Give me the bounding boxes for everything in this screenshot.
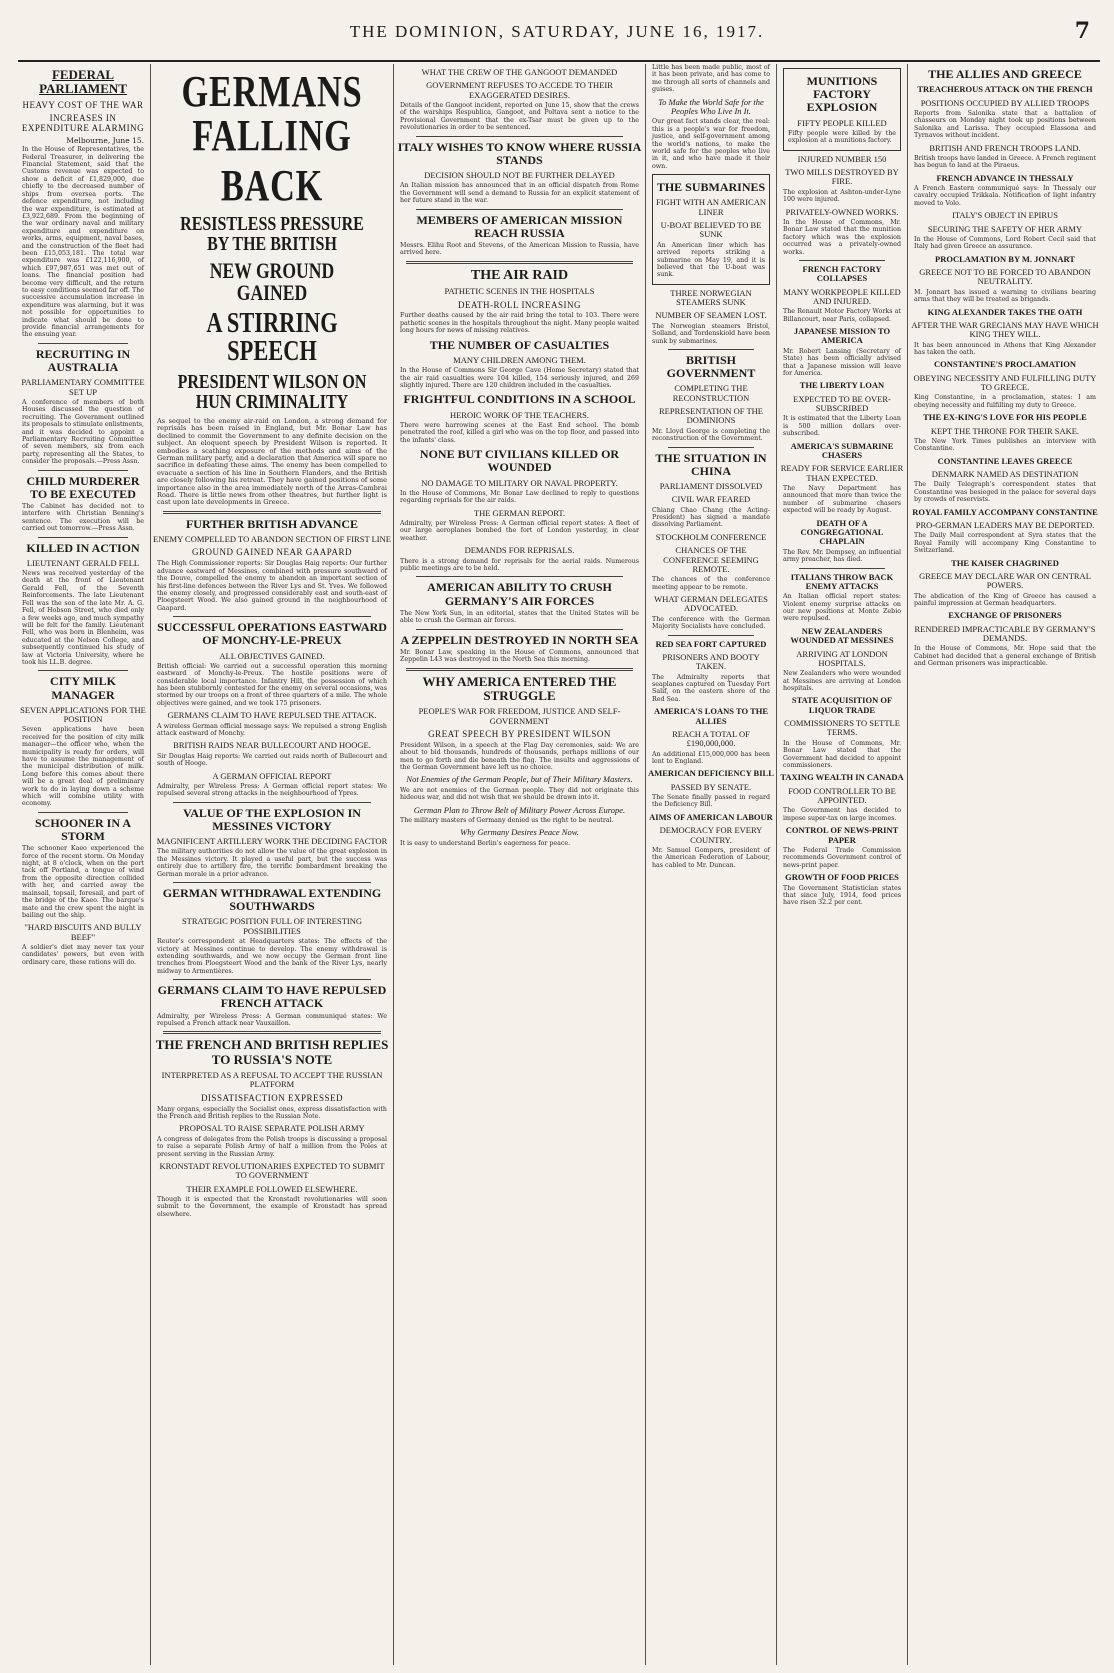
subheadline: GERMANS CLAIM TO HAVE REPULSED THE ATTACK. [167,710,377,721]
separator [799,260,885,261]
column-6 [910,64,1100,1665]
masthead-rule [18,60,1100,62]
subheadline: "HARD BISCUITS AND BULLY BEEF" [24,922,142,942]
subheadline: Not Enemies of the German People, but of Their Military Masters. [406,774,633,785]
headline: BRITISH GOVERNMENT [666,353,756,381]
subheadline: TREACHEROUS ATTACK ON THE FRENCH [917,84,1093,95]
subheadline: KING ALEXANDER TAKES THE OATH [927,306,1083,317]
article-body: The Daily Telegraph's correspondent states that Constantine was besieged in the palace for several days by crowds of reservists. [914,481,1096,504]
subheadline: FIGHT WITH AN AMERICAN LINER [656,197,766,217]
article-body: British troops have landed in Greece. A French regiment has begun to land at the Piraeus. [914,154,1096,170]
column-5 [779,64,905,1665]
article-body: King Constantine, in a proclamation, states: I am obeying necessity and fulfilling my duty to Greece. [914,394,1096,409]
headline: FURTHER BRITISH ADVANCE [185,516,359,531]
headline: KILLED IN ACTION [26,540,140,555]
article-body: The Admiralty reports that seaplanes captured on Tuesday Fort Salif, on the eastern shore of the Red Sea. [652,673,770,703]
subheadline: COMMISSIONERS TO SETTLE TERMS. [784,718,900,738]
article-body: Fifty people were killed by the explosion at a munitions factory. [788,129,896,145]
article-body: In the House of Commons, Mr. Bonar Law stated that the munition factory which was the explosion occurred was a privately-owned works. [783,218,901,256]
subheadline: STRATEGIC POSITION FULL OF INTERESTING POSSIBILITIES [181,916,363,936]
subheadline: German Plan to Throw Belt of Military Power Across Europe. [413,804,626,815]
subheadline: PRIVATELY-OWNED WORKS. [785,206,899,217]
subheadline: OBEYING NECESSITY AND FULFILLING DUTY TO GREECE. [913,372,1097,393]
headline: ITALY WISHES TO KNOW WHERE RUSSIA STANDS [397,139,642,167]
subheadline: PARLIAMENT DISSOLVED [659,480,763,491]
article-body: The conference with the German Majority Socialists have concluded. [652,615,770,631]
headline: AIMS OF AMERICAN LABOUR [649,811,773,822]
subheadline: GREAT SPEECH BY PRESIDENT WILSON [428,728,611,739]
subheadline: SEVEN APPLICATIONS FOR THE POSITION [20,704,146,725]
article-body: Admiralty, per Wireless Press: A German communiqué states: We repulsed a French attack near Vauxaillon. [157,1012,387,1027]
subheadline: MAGNIFICENT ARTILLERY WORK THE DECIDING FACTOR [156,836,388,847]
article-box [652,174,770,285]
article-body: A wireless German official message says: We repulsed a strong English attack eastward of Monchy. [157,722,387,738]
separator [38,670,128,671]
subheadline: AFTER THE WAR GRECIANS MAY HAVE WHICH KING THEY WILL. [911,319,1099,340]
separator [416,136,623,137]
subheadline: PATHETIC SCENES IN THE HOSPITALS [444,286,595,297]
article-body: Admiralty, per Wireless Press: A German official report states: We repulsed several strong attacks in the neighbourhood of Ypres. [157,782,387,798]
subheadline: THE EX-KING'S LOVE FOR HIS PEOPLE [923,412,1087,423]
column-divider [393,64,394,1665]
article-body: Sir Douglas Haig reports: We carried out raids north of Bullecourt and south of Hooge. [157,752,387,768]
headline: THE AIR RAID [470,267,569,283]
article-body: The Daily Mail correspondent at Syra states that the Royal Family will accompany King Constantine to Switzerland. [914,532,1096,555]
headline: A ZEPPELIN DESTROYED IN NORTH SEA [400,632,639,647]
article-body: An additional £15,000,000 has been lent to England. [652,750,770,765]
headline: SCHOONER IN A STORM [34,815,132,844]
article-body: The explosion at Ashton-under-Lyne 100 were injured. [783,188,901,204]
article-body: The Government Statistician states that since July, 1914, food prices have risen 32.2 per cent. [783,884,901,907]
article-body: Though it is expected that the Kronstadt revolutionaries will soon submit to the Government, the example of Kronstadt has spread elsewhere. [157,1195,387,1218]
subheadline: GROUND GAINED NEAR GAAPARD [192,547,352,558]
headline: DEATH OF A CONGREGATIONAL CHAPLAIN [800,517,884,547]
article-body: In the House of Commons, Lord Robert Cecil said that Italy had given Greece an assurance. [914,235,1096,251]
headline: FRIGHTFUL CONDITIONS IN A SCHOOL [403,392,636,407]
column-divider [150,64,151,1665]
subheadline: FOOD CONTROLLER TO BE APPOINTED. [788,785,896,806]
subheadline: PEOPLE'S WAR FOR FREEDOM, JUSTICE AND SELF-GOVERNMENT [418,706,621,726]
article-body: In the House of Commons, Mr. Bonar Law stated that the Government had decided to appoint commissioners. [783,739,901,770]
headline: CONTROL OF NEWS-PRINT PAPER [785,825,899,845]
separator [173,979,371,980]
subheadline: FRENCH ADVANCE IN THESSALY [936,172,1074,183]
subheadline: PASSED BY SENATE. [670,781,752,792]
subheadline: U-BOAT BELIEVED TO BE SUNK [660,220,762,240]
article-body: The New York Times publishes an interview with Constantine. [914,437,1096,453]
headline: STOCKHOLM CONFERENCE [655,531,767,542]
subheadline: POSITIONS OCCUPIED BY ALLIED TROOPS [920,97,1090,108]
article-body: A French Eastern communiqué says: In Thessaly our cavalry occupied Trikkala. Notification of light infantry moved to Volo. [914,185,1096,207]
separator [416,576,623,577]
headline: SUCCESSFUL OPERATIONS EASTWARD OF MONCHY-LE-PREUX [157,620,387,648]
article-body: Mr. Bonar Law, speaking in the House of Commons, announced that Zeppelin L43 was destroyed in the North Sea this morning. [400,648,639,664]
subheadline: THE GERMAN REPORT. [473,507,566,518]
subheadline: THE KAISER CHAGRINED [951,557,1059,568]
article-body: Admiralty, per Wireless Press: A German official report states: A fleet of our large aeroplanes bombed the fort of London yesterday, in clear weather. [400,520,639,542]
separator [38,537,128,538]
article-body: Little has been made public, most of it has been private, and has come to me through all sorts of channels and guises. [652,64,770,94]
article-body: British official: We carried out a successful operation this morning eastward of Monchy-le-Preux. The hostile positions were of considerable local importance. Infantry Hill, the possession of which has been stubbornly contested for the enemy on several occasions, was stormed by our troops on a front of three quarters of a mile. The whole objectives were gained, and we took 175 prisoners. [157,662,387,707]
article-body: New Zealanders who were wounded at Messines are arriving at London hospitals. [783,670,901,693]
column-divider [645,64,646,1665]
article-box [783,68,901,151]
article-body: Details of the Gangoot incident, reported on June 15, show that the crews of the warships Respublica, Gangoot, and Poltava sent a notice to the Provisional Government that the ex-Tsar must be given up to the revolutionaries in order to be sentenced. [400,102,639,132]
article-body: The Norwegian steamers Bristol, Solland, and Tordenskiold have been sunk by submarines. [652,322,770,345]
article-body: A conference of members of both Houses discussed the question of recruiting. The Government outlined its proposals to stimulate enlistments, and it was decided to appoint a Parliamentary Recruiting Committee of seven members, six from each party, representing all the States, to consider the proposals.—Press Assn. [22,398,144,466]
separator [173,882,371,883]
main-deck: PRESIDENT WILSON ON HUN CRIMINALITY [177,371,367,413]
subheadline: CHANCES OF THE CONFERENCE SEEMING REMOTE. [663,545,759,574]
subheadline: PARLIAMENTARY COMMITTEE SET UP [21,377,145,397]
separator [163,511,381,514]
article-body: In the House of Commons Sir George Cave (Home Secretary) stated that the air raid casualties were 104 killed, 154 seriously injured, and 269 slightly injured. There are 120 children included in the casualties. [400,367,639,389]
article-body: The chances of the conference meeting appear to be remote. [652,576,770,591]
subheadline: HEROIC WORK OF THE TEACHERS. [449,409,590,420]
subheadline: HEAVY COST OF THE WAR [22,99,144,110]
subheadline: PRISONERS AND BOOTY TAKEN. [662,651,760,672]
article-body: Messrs. Elihu Root and Stevens, of the American Mission to Russia, have arrived here. [400,241,639,257]
article-summary: As sequel to the enemy air-raid on London, a strong demand for reprisals has been raised in England, but Mr. Bonar Law has declined to commit the Government to any definite decision on the subject. An eloquent speech by President Wilson is reported. It embodies a scathing exposure of the methods and aims of the German military party, and a declaration that America will spare no sacrifice in defeating these aims. The enemy has been compelled to evacuate a section of his line in Southern Flanders, and the British are closely following his retreat. They have gained positions of some importance also in the area immediately north of the Arras-Cambrai Road. There is little news from other theatres, but further light is cast upon late developments in Greece. [157,417,387,507]
subheadline: REACH A TOTAL OF £190,000,000. [672,728,750,749]
article-body: In the House of Representatives, the Federal Treasurer, in delivering the Financial Statement, said that the Customs revenue was expected to show a deficit of £1,829,000, due chiefly to the decreased number of ships from oversea ports. The defence expenditure, not including the war expenditure, is estimated at £3,922,689. From the beginning of the war ordinary naval and military expenditure and expenditure on works, arms, equipment, naval bases, and the construction of the fleet had been £15,053,181. The total war expenditure was £122,116,900, of which £97,987,651 was met out of loans. The financial position had become very difficult, and the return to easy conditions seemed far off. The successive accumulation increase in expenditure was alarming, but it was not possible for opportunities to indicate what should be done to provide financial arrangements for the ensuing year. [22,146,144,339]
article-body: President Wilson, in a speech at the Flag Day ceremonies, said: We are about to bid thousands, hundreds of thousands, perhaps millions of our men to go forth and die beneath the flag. The insults and aggressions of the German Government have left us no choice. [400,741,639,771]
subheadline: PROCLAMATION BY M. JONNART [935,253,1075,264]
article-body: The schooner Kaeo experienced the force of the recent storm. On Monday night, at 8 o'clock, when on the port tack off Portland, a tongue of wind from the opposite direction collided with her, and carried away the mainsail, topsail, foresail, and part of the bridge of the Kaeo. The barque's mate and the crew spent the night in bailing out the ship. [22,845,144,919]
subheadline: THEIR EXAMPLE FOLLOWED ELSEWHERE. [186,1183,358,1194]
article-body: It is easy to understand Berlin's eagerness for peace. [400,839,571,847]
subheadline: To Make the World Safe for the Peoples Who Live In It. [658,96,764,116]
subheadline: REPRESENTATION OF THE DOMINIONS [658,406,763,426]
subheadline: ARRIVING AT LONDON HOSPITALS. [796,648,888,668]
article-body: The Government has decided to impose super-tax on large incomes. [783,807,901,822]
main-headline: GERMANS FALLING [181,67,363,160]
headline: THE ALLIES AND GREECE [928,67,1082,81]
separator [406,261,633,264]
subheadline: ALL OBJECTIVES GAINED. [219,650,325,661]
subheadline: DECISION SHOULD NOT BE FURTHER DELAYED [424,170,615,181]
headline: TAXING WEALTH IN CANADA [780,772,904,783]
article-body: Mr. Robert Lansing (Secretary of State) has been officially advised that a Japanese mission will leave for America. [783,347,901,378]
subheadline: ENEMY COMPELLED TO ABANDON SECTION OF FIRST LINE [153,534,391,545]
article-body: The military authorities do not allow the value of the great explosion in the Messines victory. It played a useful part, but the success was entirely due to artillery fire, the terrific bombardment breaking the German morale in a prior advance. [157,848,387,878]
subheadline: BRITISH AND FRENCH TROOPS LAND. [929,142,1081,153]
main-deck: RESISTLESS PRESSURE BY THE BRITISH [180,213,364,255]
subheadline: MANY CHILDREN AMONG THEM. [453,354,586,365]
subheadline: LIEUTENANT GERALD FELL [26,557,140,568]
headline: THE FRENCH AND BRITISH REPLIES TO RUSSIA'S NOTE [155,1037,389,1067]
separator [173,616,371,617]
separator [668,635,754,636]
article-body: The Senate finally passed in regard the Deficiency Bill. [652,794,770,809]
article-body: Mr. Lloyd George is completing the reconstruction of the Government. [652,427,770,443]
subheadline: GREECE MAY DECLARE WAR ON CENTRAL POWERS. [919,570,1091,591]
separator [38,343,128,344]
article-body: The Federal Trade Commission recommends Government control of news-print paper. [783,846,901,869]
article-body: Our great fact stands clear, the real: this is a people's war for freedom, justice, and self-government among the world's nations, to make the world safe for the peoples who live in it, and who have made it their own. [652,118,770,170]
subheadline: NO DAMAGE TO MILITARY OR NAVAL PROPERTY. [421,477,618,488]
headline: GERMANS CLAIM TO HAVE REPULSED FRENCH ATTACK [157,983,387,1011]
separator [416,629,623,630]
separator [173,802,371,803]
separator [406,668,633,671]
subheadline: DENMARK NAMED AS DESTINATION [931,469,1079,480]
article-body: An American liner which has arrived reports striking a submarine on May 19, and it is believed that the U-boat was sunk. [657,241,765,279]
headline: FRENCH FACTORY COLLAPSES [802,263,882,284]
subheadline: NUMBER OF SEAMEN LOST. [655,310,767,321]
subheadline: KRONSTADT REVOLUTIONARIES EXPECTED TO SUBMIT TO GOVERNMENT [159,1160,385,1181]
headline: NEW ZEALANDERS WOUNDED AT MESSINES [790,625,894,646]
headline: THE NUMBER OF CASUALTIES [429,337,610,352]
subheadline: EXCHANGE OF PRISONERS [948,610,1062,621]
headline: AMERICAN DEFICIENCY BILL [648,768,774,779]
subheadline: DEMANDS FOR REPRISALS. [464,545,575,556]
article-body: In the House of Commons, Mr. Bonar Law declined to reply to questions regarding reprisals for the air raids. [400,489,639,505]
masthead [0,0,1114,52]
subheadline: GREECE NOT TO BE FORCED TO ABANDON NEUTRALITY. [919,267,1091,287]
subheadline: CIVIL WAR FEARED [671,494,751,505]
article-body: The Renault Motor Factory Works at Billancourt, near Paris, collapsed. [783,308,901,323]
subheadline: READY FOR SERVICE EARLIER THAN EXPECTED. [780,463,904,483]
subheadline: Why Germany Desires Peace Now. [460,827,579,838]
headline: MEMBERS OF AMERICAN MISSION REACH RUSSIA [416,212,623,240]
article-body: The High Commissioner reports: Sir Douglas Haig reports: Our further advance eastward of Messines, combined with pressure southward of the Douve, compelled the enemy to abandon an important section of his first-line defences between the River Lys and St. Yves. We followed the enemy closely, and progressed considerably east and south-east of Ploegsteert Wood. We also gained ground in the neighbourhood of Gaapard. [157,560,387,612]
subheadline: CONSTANTINE'S PROCLAMATION [933,359,1077,370]
article-body: An Italian official report states: Violent enemy surprise attacks on our new positions at Monte Zebio were repulsed. [783,593,901,623]
headline: WHAT THE CREW OF THE GANGOOT DEMANDED [421,67,618,77]
article-body: News was received yesterday of the death at the front of Lieutenant Gerald Fell, of the Seventh Reinforcements. The late Lieutenant Fell was the son of the late Mr. A. G. Fell, of Hobson Street, who died only a few weeks ago, and much sympathy will be felt for the family. Lieutenant Fell, who was born in Blenheim, was educated at the Nelson College, and subsequently continued his study of law at Victoria University, where he took his LL.B. degree. [22,570,144,666]
subheadline: FIFTY PEOPLE KILLED [797,117,887,128]
subheadline: GOVERNMENT REFUSES TO ACCEDE TO THEIR EXAGGERATED DESIRES. [426,80,613,100]
headline: AMERICA'S SUBMARINE CHASERS [790,440,894,461]
article-body: It is estimated that the Liberty Loan is 500 million dollars over-subscribed. [783,415,901,438]
article-body: The Navy Department has announced that more than twice the number of submarine chasers expected will be ready by August. [783,485,901,515]
headline: RECRUITING IN AUSTRALIA [35,346,131,375]
main-deck: A STIRRING SPEECH [206,308,338,367]
headline: JAPANESE MISSION TO AMERICA [793,326,891,346]
subheadline: ROYAL FAMILY ACCOMPANY CONSTANTINE [912,506,1098,517]
subheadline: PRO-GERMAN LEADERS MAY BE DEPORTED. [915,520,1095,530]
subheadline: A GERMAN OFFICIAL REPORT [212,770,332,781]
article-body: A soldier's diet may never tax your candidates' powers, but even with ordinary care, these rations will do. [22,944,144,966]
column-1 [18,64,148,1665]
subheadline: TWO MILLS DESTROYED BY FIRE. [785,167,899,187]
subheadline: PROPOSAL TO RAISE SEPARATE POLISH ARMY [179,1123,365,1134]
article-body: We are not enemies of the German people. They did not originate this hideous war, and did not wish that we should be drawn into it. [400,786,639,802]
article-body: Chiang Chao Chang (the Acting-President) has signed a mandate dissolving Parliament. [652,506,770,529]
separator [163,1031,381,1034]
headline: THE SUBMARINES [656,180,766,195]
article-body: An Italian mission has announced that in an official dispatch from Rome the Government will send a demand to Russia for an explicit statement of her future stand in the war. [400,182,639,205]
separator [416,209,623,210]
article-body: Mr. Samuel Gompers, president of the American Federation of Labour, has cabled to Mr. Duncan. [652,846,770,869]
headline: CHILD MURDERER TO BE EXECUTED [26,473,140,501]
headline: AMERICA'S LOANS TO THE ALLIES [653,706,769,726]
subheadline: DISSATISFACTION EXPRESSED [200,1092,344,1103]
column-divider [776,64,777,1665]
article-body: Further deaths caused by the air raid bring the total to 103. There were pathetic scenes in the hospitals throughout the night. Many people waited long hours for news of missing relatives. [400,312,639,335]
article-body: The abdication of the King of Greece has caused a painful impression at German headquarters. [914,592,1096,607]
subheadline: MANY WORKPEOPLE KILLED AND INJURED. [783,286,901,306]
article-body: The New York Sun, in an editorial, states that the United States will be able to crush the German air forces. [400,609,639,625]
subheadline: SECURING THE SAFETY OF HER ARMY [927,223,1083,234]
subheadline: KEPT THE THRONE FOR THEIR SAKE. [930,425,1080,436]
column-divider [907,64,908,1665]
headline: RED SEA FORT CAPTURED [655,638,767,649]
subheadline: EXPECTED TO BE OVER-SUBSCRIBED [793,393,891,414]
main-deck: NEW GROUND GAINED [209,258,335,305]
headline: MUNITIONS FACTORY EXPLOSION [806,74,878,115]
headline: STATE ACQUISITION OF LIQUOR TRADE [791,695,893,715]
article-body: The Rev. Mr. Dempsey, an influential army preacher, has died. [783,548,901,564]
subheadline: COMPLETING THE RECONSTRUCTION [672,383,750,403]
separator [38,470,128,471]
article-body: There were harrowing scenes at the East End school. The bomb penetrated the roof, killed a girl who was on the top floor, and passed into the infants' class. [400,421,639,444]
column-2 [153,64,391,1665]
headline: THREE NORWEGIAN STEAMERS SUNK [670,287,752,308]
article-body: It has been announced in Athens that King Alexander has taken the oath. [914,341,1096,356]
article-body: The Cabinet has decided not to interfere with Christian Benning's sentence. The execution will be carried out tomorrow.—Press Assn. [22,502,144,533]
headline: FEDERAL PARLIAMENT [39,67,127,97]
main-headline: BACK [220,161,324,210]
subheadline: INCREASES IN EXPENDITURE ALARMING [21,113,145,134]
column-3 [396,64,643,1665]
headline: VALUE OF THE EXPLOSION IN MESSINES VICTORY [183,805,361,833]
subheadline: CONSTANTINE LEAVES GREECE [937,455,1073,466]
headline: THE SITUATION IN CHINA [655,450,767,478]
headline: AMERICAN ABILITY TO CRUSH GERMANY'S AIR FORCES [427,580,612,608]
subheadline: BRITISH RAIDS NEAR BULLECOURT AND HOOGE. [173,740,371,751]
subheadline: ITALY'S OBJECT IN EPIRUS [952,210,1058,221]
article-body: Reports from Salonika state that a battalion of chasseurs on Monday night took up positions between Salonika and Larissa. They occupied Elassona and Tyrnavos without incident. [914,109,1096,140]
newspaper-title: THE DOMINION, SATURDAY, JUNE 16, 1917. [349,22,765,41]
article-body: Reuter's correspondent at Headquarters states: The effects of the victory at Messines continue to develop. The enemy withdrawal is extending southwards, and we now occupy the German front line trenches from Ploegsteert Wood and the bank of the River Lys, nearly midway to Armentières. [157,938,387,975]
article-body: M. Jonnart has issued a warning to civilians bearing arms that they will be treated as brigands. [914,288,1096,304]
headline: WHY AMERICA ENTERED THE STRUGGLE [422,673,617,703]
subheadline: DEATH-ROLL INCREASING [458,299,581,310]
article-body: In the House of Commons, Mr. Hope said that the Cabinet had decided that a general exchange of British and German prisoners was impracticable. [914,645,1096,668]
article-body: The military masters of Germany denied us the right to be neutral. [400,816,614,824]
headline: ITALIANS THROW BACK ENEMY ATTACKS [790,571,894,591]
article-body: Seven applications have been received for the position of city milk manager—the officer who, when the municipality is ready for orders, will have to assume the management of the municipal distribution of milk. Long before this comes about there will be a great deal of preliminary work to do in laying down a scheme which will combine utility with economy. [22,726,144,808]
subheadline: RENDERED IMPRACTICABLE BY GERMANY'S DEMANDS. [914,623,1096,644]
subheadline: INTERPRETED AS A REFUSAL TO ACCEPT THE RUSSIAN PLATFORM [161,1069,383,1090]
headline: CITY MILK MANAGER [50,674,116,702]
separator [38,812,128,813]
separator [799,568,885,569]
page-number: 7 [1074,18,1090,44]
headline: NONE BUT CIVILIANS KILLED OR WOUNDED [419,447,620,475]
article-body: There is a strong demand for reprisals for the aerial raids. Numerous public meetings are to be held. [400,557,639,572]
headline: GROWTH OF FOOD PRICES [785,872,899,883]
article-body: Many organs, especially the Socialist ones, express dissatisfaction with the French and British replies to the Russian Note. [157,1105,387,1120]
article-body: A congress of delegates from the Polish troops is discussing a proposal to raise a separate Polish Army of half a million from the Poles at present serving in the Russian Army. [157,1135,387,1158]
subheadline: INJURED NUMBER 150 [797,153,887,164]
subheadline: WHAT GERMAN DELEGATES ADVOCATED. [654,594,768,614]
column-4 [648,64,774,1665]
headline: THE LIBERTY LOAN [799,380,885,391]
subheadline: DEMOCRACY FOR EVERY COUNTRY. [659,825,763,845]
headline: GERMAN WITHDRAWAL EXTENDING SOUTHWARDS [162,886,382,914]
separator [668,349,754,350]
separator [668,447,754,448]
dateline: Melbourne, June 15. [66,136,144,146]
